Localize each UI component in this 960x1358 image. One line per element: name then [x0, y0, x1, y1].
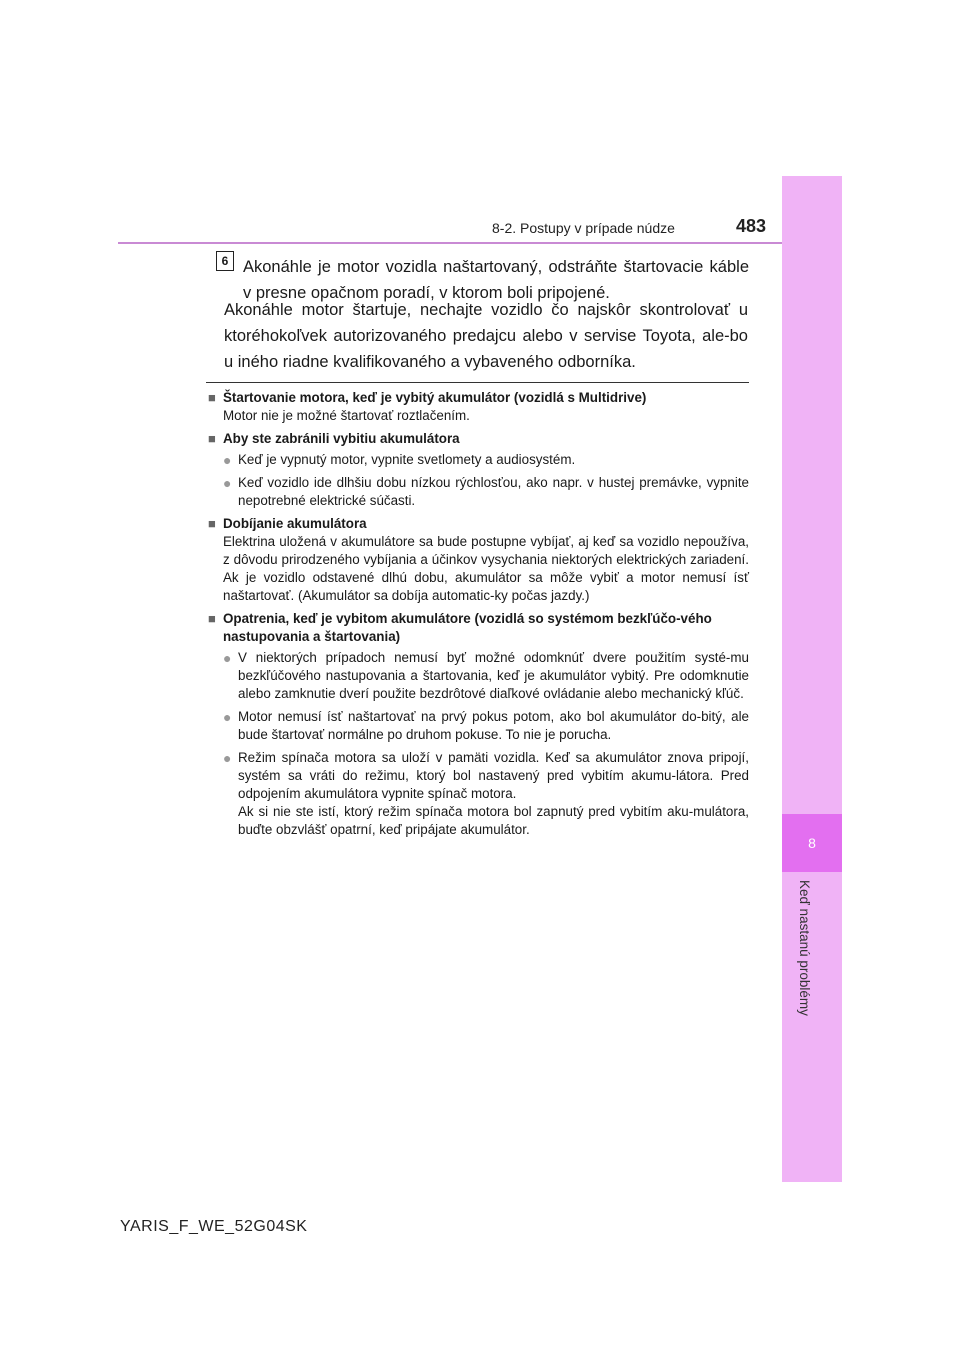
note-charging — [208, 515, 749, 605]
note-body: Motor nie je možné štartovať roztlačením. — [223, 408, 470, 423]
chapter-number: 8 — [808, 835, 816, 851]
note-multidrive — [208, 389, 749, 425]
list-item-text: Režim spínača motora sa uloží v pamäti vozidla. Keď sa akumulátor znova pripojí, systém sa vráti do režimu, ktorý bol nastavený pred vybitím akumu-látora. Pred odpojením akumulátora vypnite spínač motora. Ak si nie ste istí, ktorý režim spínača motora bol zapnutý pred vybitím aku-mulátora, buďte obzvlášť opatrní, keď pripájate akumulátor. — [238, 750, 749, 837]
list-item — [223, 749, 749, 839]
square-bullet-icon: ■ — [208, 431, 216, 446]
page-number: 483 — [736, 216, 767, 236]
notes-section — [208, 389, 749, 844]
step-number-badge: 6 — [216, 251, 234, 271]
square-bullet-icon: ■ — [208, 390, 216, 405]
step-text: Akonáhle je motor vozidla naštartovaný, odstráňte štartovacie káble v presne opačnom poradí, v ktorom boli pripojené. — [243, 258, 749, 302]
note-prevent-discharge — [208, 430, 749, 510]
list-item-text: V niektorých prípadoch nemusí byť možné odomknúť dvere použitím systé-mu bezkľúčového nastupovania a štartovania, keď je akumulátor vybitý. Pre odomknutie alebo zamknutie dverí použite bezdrôtové diaľkové ovládanie alebo mechanický kľúč. — [238, 650, 749, 701]
circle-bullet-icon: ● — [223, 452, 232, 468]
header-divider — [118, 242, 782, 244]
circle-bullet-icon: ● — [223, 475, 232, 491]
document-code: YARIS_F_WE_52G04SK — [120, 1218, 308, 1235]
list-item — [223, 649, 749, 703]
list-item-text: Motor nemusí ísť naštartovať na prvý pokus potom, ako bol akumulátor do-bitý, ale bude štartovať normálne po druhom pokuse. To nie je porucha. — [238, 709, 749, 742]
list-item — [223, 474, 749, 510]
circle-bullet-icon: ● — [223, 650, 232, 666]
list-item — [223, 708, 749, 744]
list-item-text: Keď vozidlo ide dlhšiu dobu nízkou rýchlosťou, ako napr. v hustej premávke, vypnite nepotrebné elektrické súčasti. — [238, 475, 749, 508]
note-body: Elektrina uložená v akumulátore sa bude postupne vybíjať, aj keď sa vozidlo nepoužíva, z dôvodu prirodzeného vybíjania a účinkov vysychania niektorých elektrických zariadení. Ak je vozidlo odstavené dlhú dobu, akumulátor sa môže vybiť a motor nemusí ísť naštartovať. (Akumulátor sa dobíja automatic-ky počas jazdy.) — [223, 534, 749, 603]
notes-divider — [206, 382, 749, 383]
square-bullet-icon: ■ — [208, 516, 216, 531]
circle-bullet-icon: ● — [223, 750, 232, 766]
chapter-side-tab — [782, 176, 842, 1182]
square-bullet-icon: ■ — [208, 611, 216, 626]
list-item-text: Keď je vypnutý motor, vypnite svetlomety a audiosystém. — [238, 452, 576, 467]
note-title: Aby ste zabránili vybitiu akumulátora — [223, 431, 460, 446]
circle-bullet-icon: ● — [223, 709, 232, 725]
chapter-title: Keď nastanú problémy — [797, 880, 812, 1016]
note-title: Štartovanie motora, keď je vybitý akumulátor (vozidlá s Multidrive) — [223, 390, 647, 405]
note-smart-entry — [208, 610, 749, 839]
list-item — [223, 451, 749, 469]
chapter-number-tab[interactable] — [782, 814, 842, 872]
note-title: Opatrenia, keď je vybitom akumulátore (vozidlá so systémom bezkľúčo-vého nastupovania a štartovania) — [223, 611, 712, 644]
body-paragraph: Akonáhle motor štartuje, nechajte vozidlo čo najskôr skontrolovať u ktoréhokoľvek autorizovaného predajcu alebo v servise Toyota, ale-bo u iného riadne kvalifikovaného a vybaveného odborníka. — [224, 301, 748, 371]
note-title: Dobíjanie akumulátora — [223, 516, 367, 531]
section-title: 8-2. Postupy v prípade núdze — [492, 220, 675, 236]
